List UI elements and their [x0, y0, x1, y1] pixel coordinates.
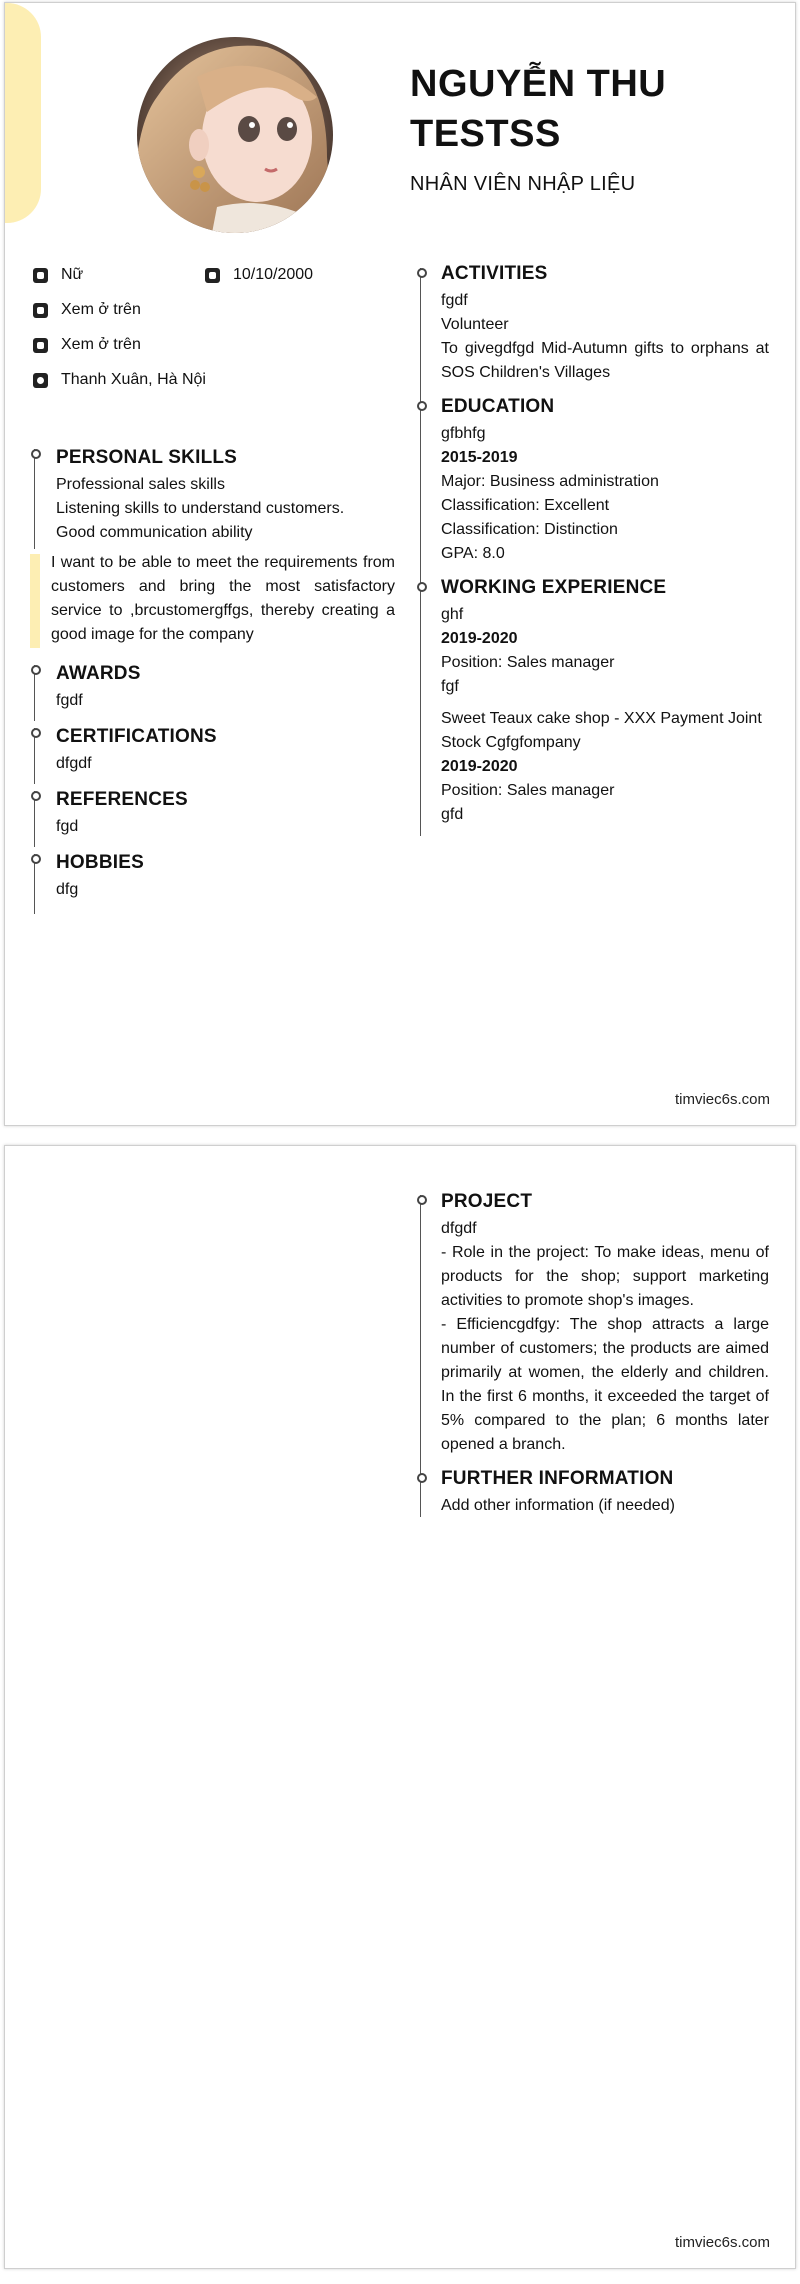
email-icon: [33, 338, 48, 353]
activities-org: fgdf: [441, 292, 468, 309]
job-position: Position: Sales manager: [441, 782, 615, 799]
project-efficiency: - Efficiencgdfgy: The shop attracts a large number of customers; the products are aimed primarily at women, the elderly and children. In the first 6 months, it exceeded the target of 5% compared to the plan; 6 months later opened a branch.: [441, 1316, 769, 1453]
skill-item: Listening skills to understand customers.: [56, 500, 345, 517]
personal-skills-section: [56, 447, 396, 545]
timeline-dot: [31, 665, 41, 675]
phone-icon: [33, 303, 48, 318]
activities-role: Volunteer: [441, 316, 509, 333]
timeline-dot: [417, 401, 427, 411]
education-classification: Classification: Distinction: [441, 521, 618, 538]
right-timeline-line: [420, 1195, 421, 1517]
further-info-section: [441, 1468, 769, 1518]
timeline-dot: [31, 728, 41, 738]
location-pin-icon: [33, 373, 48, 388]
decorative-tab: [4, 3, 41, 223]
timeline-dot: [31, 854, 41, 864]
awards-title: AWARDS: [56, 663, 141, 684]
education-gpa: GPA: 8.0: [441, 545, 505, 562]
calendar-icon: [205, 268, 220, 283]
address-value: Thanh Xuân, Hà Nội: [61, 371, 206, 388]
phone-value: Xem ở trên: [61, 301, 141, 318]
experience-section: [441, 577, 769, 827]
job-company: ghf: [441, 606, 464, 623]
timeline-dot: [31, 449, 41, 459]
job-company: Sweet Teaux cake shop - XXX Payment Joint Stock Cgfgfompany: [441, 710, 762, 751]
job-desc: gfd: [441, 806, 464, 823]
timeline-dot: [417, 1195, 427, 1205]
timeline-line: [34, 728, 35, 784]
avatar: [137, 37, 333, 233]
project-title: PROJECT: [441, 1191, 533, 1212]
certifications-text: dfgdf: [56, 755, 92, 772]
avatar-illustration: [137, 37, 333, 233]
timeline-line: [34, 854, 35, 914]
certifications-title: CERTIFICATIONS: [56, 726, 217, 747]
education-years: 2015-2019: [441, 449, 518, 466]
job-years: 2019-2020: [441, 630, 518, 647]
cv-page-2: [4, 1145, 796, 2269]
address-row: [33, 371, 206, 389]
job-position: Position: Sales manager: [441, 654, 615, 671]
project-section: [441, 1191, 769, 1457]
activities-section: [441, 263, 769, 385]
timeline-line: [34, 665, 35, 721]
gender-value: Nữ: [61, 266, 84, 283]
footer-site: timviec6s.com: [674, 1091, 770, 1108]
timeline-dot: [417, 1473, 427, 1483]
references-section: [56, 789, 396, 839]
further-info-text: Add other information (if needed): [441, 1497, 675, 1514]
job-years: 2019-2020: [441, 758, 518, 775]
personal-skills-title: PERSONAL SKILLS: [56, 447, 238, 468]
footer-site: timviec6s.com: [674, 2234, 770, 2251]
education-classification: Classification: Excellent: [441, 497, 610, 514]
education-title: EDUCATION: [441, 396, 555, 417]
activities-desc: To givegdfgd Mid-Autumn gifts to orphans at SOS Children's Villages: [441, 340, 769, 381]
skill-item: Professional sales skills: [56, 476, 225, 493]
skill-item: Good communication ability: [56, 524, 253, 541]
education-section: [441, 396, 769, 566]
project-role: - Role in the project: To make ideas, menu of products for the shop; support marketing activities to promote shop's images.: [441, 1244, 769, 1309]
birthday-value: 10/10/2000: [233, 266, 314, 283]
objective-accent-bar: [30, 554, 40, 648]
project-name: dfgdf: [441, 1220, 477, 1237]
certifications-section: [56, 726, 396, 776]
experience-title: WORKING EXPERIENCE: [441, 577, 667, 598]
references-text: fgd: [56, 818, 79, 835]
timeline-dot: [417, 268, 427, 278]
awards-section: [56, 663, 396, 713]
birthday-row: [205, 266, 313, 284]
further-info-title: FURTHER INFORMATION: [441, 1468, 674, 1489]
phone-row: [33, 301, 141, 319]
email-row: [33, 336, 141, 354]
email-value: Xem ở trên: [61, 336, 141, 353]
right-timeline-line: [420, 268, 421, 836]
hobbies-text: dfg: [56, 881, 79, 898]
timeline-line: [34, 791, 35, 847]
gender-row: [33, 266, 83, 284]
education-major: Major: Business administration: [441, 473, 659, 490]
references-title: REFERENCES: [56, 789, 188, 810]
hobbies-title: HOBBIES: [56, 852, 144, 873]
candidate-name: NGUYỄN THU TESTSS: [410, 63, 667, 155]
cv-page-1: [4, 2, 796, 1126]
gender-icon: [33, 268, 48, 283]
activities-title: ACTIVITIES: [441, 263, 548, 284]
timeline-dot: [417, 582, 427, 592]
job-desc: fgf: [441, 678, 459, 695]
career-objective: I want to be able to meet the requirements from customers and bring the most satisfactory service to ,brcustomergffgs, thereby creating a good image for the company: [51, 554, 395, 643]
timeline-line: [34, 449, 35, 549]
job-title: NHÂN VIÊN NHẬP LIỆU: [410, 173, 636, 195]
education-school: gfbhfg: [441, 425, 486, 442]
hobbies-section: [56, 852, 396, 902]
timeline-dot: [31, 791, 41, 801]
awards-text: fgdf: [56, 692, 83, 709]
